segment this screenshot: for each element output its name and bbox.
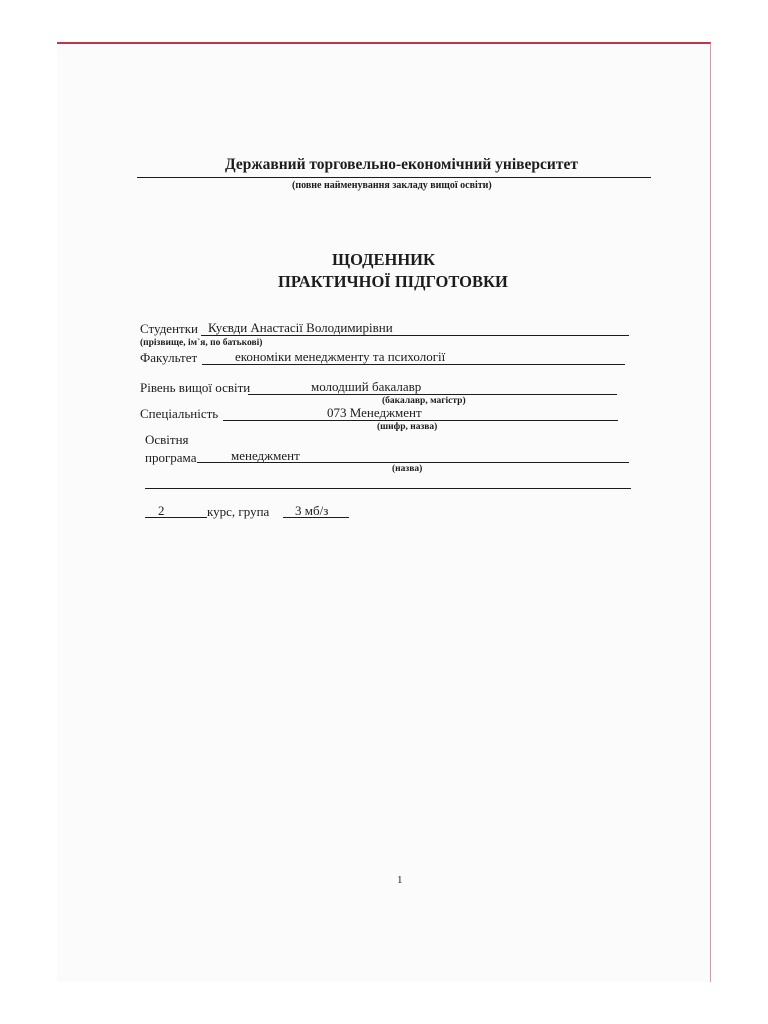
program-label-1: Освітня [145, 432, 189, 447]
specialty-value: 073 Менеджмент [327, 405, 422, 420]
faculty-label: Факультет [140, 350, 198, 365]
diary-subtitle: ПРАКТИЧНОЇ ПІДГОТОВКИ [278, 272, 508, 291]
page-number: 1 [397, 874, 403, 886]
level-label: Рівень вищої освіти [140, 380, 251, 395]
specialty-label: Спеціальність [140, 406, 219, 421]
diary-title: ЩОДЕННИК [332, 250, 435, 269]
program-note: (назва) [392, 464, 423, 474]
university-name: Державний торговельно-економічний університет [225, 156, 578, 173]
specialty-note: (шифр, назва) [377, 422, 438, 432]
faculty-value: економіки менеджменту та психології [235, 349, 446, 364]
level-line [248, 394, 617, 395]
document-page [57, 42, 711, 982]
group-value: 3 мб/з [295, 503, 329, 518]
program-label-2: програма [145, 450, 197, 465]
student-value: Куєвди Анастасії Володимирівни [208, 320, 393, 335]
course-value: 2 [158, 503, 165, 518]
program-extra-line [145, 488, 631, 489]
student-note: (прізвище, ім`я, по батькові) [140, 338, 263, 348]
level-note: (бакалавр, магістр) [382, 396, 466, 406]
university-note: (повне найменування закладу вищої освіти) [292, 180, 492, 191]
university-underline [137, 177, 651, 178]
level-value: молодший бакалавр [311, 379, 422, 394]
student-label: Студентки [140, 321, 198, 336]
program-value: менеджмент [231, 448, 300, 463]
course-label: курс, група [207, 504, 270, 519]
course-line [145, 517, 207, 518]
